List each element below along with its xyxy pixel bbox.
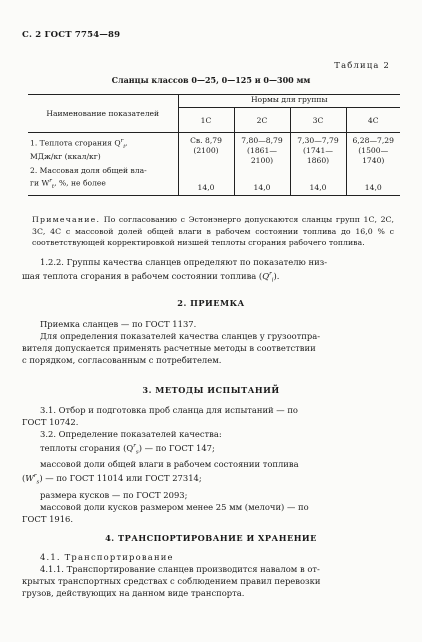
body-text: — по ГОСТ 11014 или ГОСТ 27314; <box>45 473 202 484</box>
superscript: r <box>133 443 136 449</box>
row-moisture-name <box>28 166 178 196</box>
cell-value: (2100) <box>193 146 219 155</box>
col-indicators-label: Наименование показателей <box>46 109 160 118</box>
subscript: i <box>123 144 125 151</box>
section-4-title: 4. ТРАНСПОРТИРОВАНИЕ И ХРАНЕНИЕ <box>105 533 317 543</box>
body-line: крытых транспортных средствах с соблюдением правил перевозки <box>22 576 321 586</box>
cell-value: 6,28—7,29 <box>352 136 394 145</box>
superscript: r <box>269 271 272 277</box>
page-header: С. 2 ГОСТ 7754—89 <box>22 30 121 40</box>
section-3-body <box>22 404 404 525</box>
row-heat-name-line2: МДж/кг (ккал/кг) <box>30 152 101 162</box>
section-4-body <box>22 551 404 599</box>
cell-value: (1861—2100) <box>247 146 277 165</box>
table-row <box>28 166 400 196</box>
row-heat-name <box>28 133 178 167</box>
row-moisture-line2: ги W <box>30 178 50 188</box>
row-heat-2c <box>234 133 290 167</box>
paragraph-1-2-2 <box>22 256 402 286</box>
para-line: шая теплота сгорания в рабочем состоянии топлива ( <box>22 270 263 281</box>
body-line: $(W^r_s)$ — по ГОСТ 11014 или ГОСТ 27314; <box>22 473 202 486</box>
body-line: 3.1. Отбор и подготовка проб сланца для испытаний — по <box>40 405 298 415</box>
cell-value: (1500—1740) <box>358 146 389 165</box>
row-moisture-1c: 14,0 <box>178 166 234 196</box>
norms-table <box>28 94 400 196</box>
row-moisture-line1: 2. Массовая доля общей вла- <box>30 166 147 175</box>
section-2-title: 2. ПРИЕМКА <box>177 298 245 308</box>
body-text: ) — по ГОСТ 147; <box>138 442 215 453</box>
group-1c-header: 1С <box>178 108 234 133</box>
body-line: грузов, действующих на данном виде транспорта. <box>22 588 245 598</box>
w-symbol: W <box>25 473 34 484</box>
superscript: r <box>33 473 37 480</box>
punct: , <box>124 138 128 148</box>
group-3c-header: 3С <box>290 108 346 133</box>
body-line: ГОСТ 10742. <box>22 417 79 427</box>
subsection-title: 4.1. Транспортирование <box>40 552 174 562</box>
para-line: 1.2.2. Группы качества сланцев определяют по показателю низ- <box>40 257 328 267</box>
subscript: s <box>135 449 139 456</box>
table-row <box>28 133 400 167</box>
subscript: t <box>51 184 55 191</box>
col-norms-header <box>178 95 400 108</box>
body-text: теплоты сгорания (Q <box>40 442 134 453</box>
table-number: Таблица 2 <box>334 60 390 70</box>
body-line: 4.1.1. Транспортирование сланцев производится навалом в от- <box>40 564 320 574</box>
group-4c-header: 4С <box>346 108 400 133</box>
row-moisture-tail: , %, не более <box>54 178 106 188</box>
table-title: Сланцы классов 0—25, 0—125 и 0—300 мм <box>111 75 311 85</box>
body-line: Для определения показателей качества сланцев у грузоотпра- <box>40 331 321 341</box>
body-line: 3.2. Определение показателей качества: <box>40 429 222 439</box>
row-moisture-3c: 14,0 <box>290 166 346 196</box>
para-line-end: ). <box>273 270 280 281</box>
note-label: Примечание. <box>32 215 101 224</box>
row-heat-3c <box>290 133 346 167</box>
cell-value: (1741—1860) <box>303 146 333 165</box>
col-norms-label: Нормы для группы <box>250 95 328 104</box>
row-heat-name-line1: 1. Теплота сгорания Q <box>30 138 121 148</box>
body-line: массовой доли общей влаги в рабочем состоянии топлива <box>40 459 299 470</box>
subscript: i <box>271 277 274 284</box>
row-heat-4c <box>346 133 400 167</box>
table-note <box>32 214 394 249</box>
body-line: с порядком, согласованным с потребителем. <box>22 355 222 365</box>
section-3-title: 3. МЕТОДЫ ИСПЫТАНИЙ <box>142 385 280 395</box>
body-line <box>22 440 404 458</box>
section-2-body <box>22 318 404 366</box>
note-text: По согласованию с Эстонэнерго допускаются сланцы групп 1С, 2С, 3С, 4С с массовой долей общей влаги в рабочем состоянии топлива до 16,0 % с соответствующей корректировкой низшей теплоты сгорания рабочего топлива. <box>32 215 394 247</box>
cell-value: 7,80—8,79 <box>241 136 283 145</box>
cell-value: Св. 8,79 <box>190 136 222 145</box>
superscript: r <box>49 178 52 184</box>
q-symbol: Q <box>262 270 270 281</box>
col-indicators-header <box>28 95 178 133</box>
cell-value: 7,30—7,79 <box>297 136 339 145</box>
row-heat-1c <box>178 133 234 167</box>
superscript: r <box>120 138 124 144</box>
subscript: s <box>36 479 40 486</box>
row-moisture-2c: 14,0 <box>234 166 290 196</box>
body-line: Приемка сланцев — по ГОСТ 1137. <box>40 319 197 329</box>
table-bottom-rule <box>28 196 400 197</box>
body-line: размера кусков — по ГОСТ 2093; <box>40 489 188 500</box>
row-moisture-4c: 14,0 <box>346 166 400 196</box>
group-2c-header: 2С <box>234 108 290 133</box>
body-line: вителя допускается применять расчетные методы в соответствии <box>22 343 316 353</box>
body-line: ГОСТ 1916. <box>22 513 74 524</box>
body-line: массовой доли кусков размером менее 25 мм (мелочи) — по <box>40 501 309 512</box>
